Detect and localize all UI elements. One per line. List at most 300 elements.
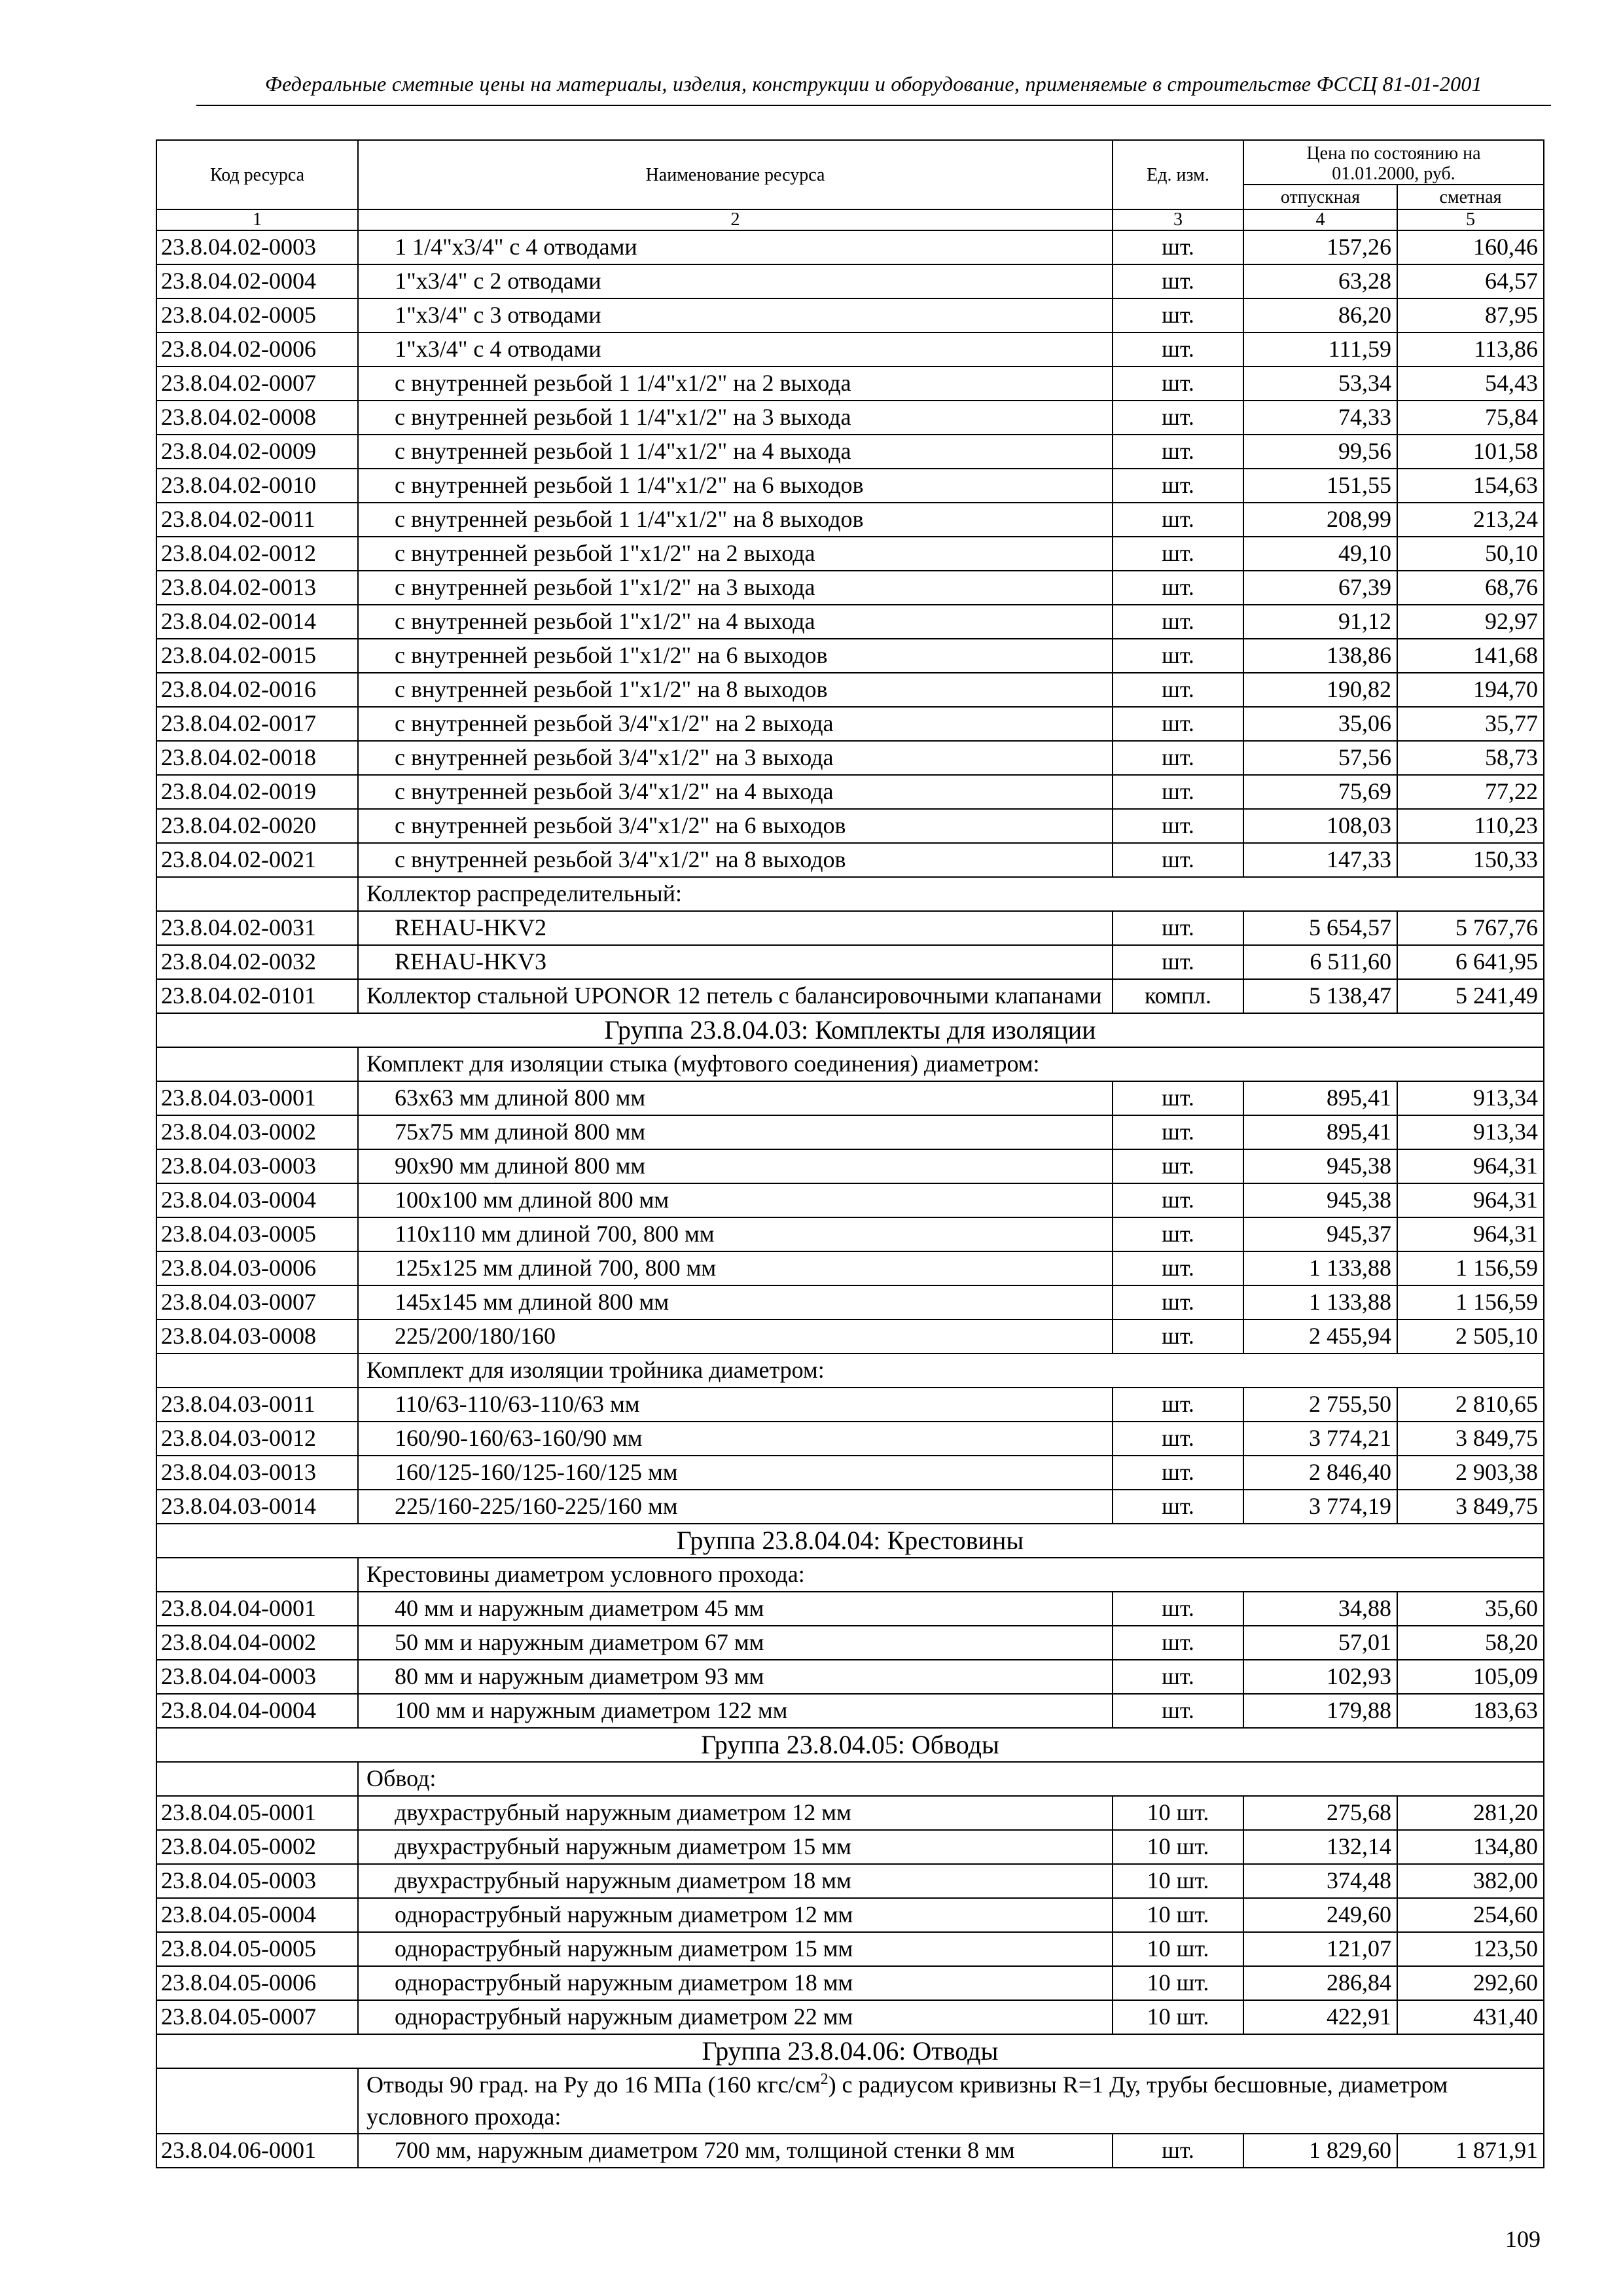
price-estimate: 964,31 xyxy=(1397,1149,1544,1183)
group-heading-row xyxy=(156,1013,1544,1047)
price-estimate: 913,34 xyxy=(1397,1115,1544,1149)
subgroup-caption-row xyxy=(156,1047,1544,1081)
resource-name: 125x125 мм длиной 700, 800 мм xyxy=(358,1251,1113,1285)
price-release: 374,48 xyxy=(1243,1864,1397,1898)
resource-code: 23.8.04.05-0007 xyxy=(156,2000,358,2034)
resource-name: однораструбный наружным диаметром 15 мм xyxy=(358,1932,1113,1966)
empty-cell xyxy=(156,1762,358,1796)
unit-of-measure: шт. xyxy=(1113,1490,1243,1524)
unit-of-measure: шт. xyxy=(1113,707,1243,741)
table-row xyxy=(156,741,1544,775)
table-row xyxy=(156,673,1544,707)
price-release: 945,38 xyxy=(1243,1149,1397,1183)
price-release: 190,82 xyxy=(1243,673,1397,707)
resource-name: с внутренней резьбой 3/4"x1/2" на 3 выхода xyxy=(358,741,1113,775)
resource-code: 23.8.04.02-0017 xyxy=(156,707,358,741)
price-estimate: 964,31 xyxy=(1397,1217,1544,1251)
price-estimate: 1 156,59 xyxy=(1397,1285,1544,1319)
subgroup-caption-row xyxy=(156,1762,1544,1796)
resource-name: с внутренней резьбой 1"x1/2" на 8 выходов xyxy=(358,673,1113,707)
empty-cell xyxy=(156,1354,358,1388)
group-heading: Группа 23.8.04.03: Комплекты для изоляции xyxy=(156,1013,1544,1047)
price-estimate: 213,24 xyxy=(1397,503,1544,537)
running-header: Федеральные сметные цены на материалы, изделия, конструкции и оборудование, применяемые в строительстве ФССЦ 81-01-2001 xyxy=(265,72,1482,96)
price-release: 5 138,47 xyxy=(1243,979,1397,1013)
resource-name: 90x90 мм длиной 800 мм xyxy=(358,1149,1113,1183)
header-rule xyxy=(196,105,1551,106)
price-release: 74,33 xyxy=(1243,401,1397,435)
price-release: 6 511,60 xyxy=(1243,945,1397,979)
resource-code: 23.8.04.03-0001 xyxy=(156,1081,358,1115)
table-row xyxy=(156,1694,1544,1728)
resource-name: двухраструбный наружным диаметром 18 мм xyxy=(358,1864,1113,1898)
caption-text: ) с радиусом кривизны R=1 Ду, трубы бесшовные, диаметром условного прохода: xyxy=(366,2072,1448,2130)
price-release: 1 829,60 xyxy=(1243,2134,1397,2168)
price-release: 67,39 xyxy=(1243,571,1397,605)
table-row xyxy=(156,1626,1544,1660)
price-release: 63,28 xyxy=(1243,264,1397,298)
price-estimate: 123,50 xyxy=(1397,1932,1544,1966)
resource-code: 23.8.04.02-0007 xyxy=(156,367,358,401)
resource-name: с внутренней резьбой 1"x1/2" на 2 выхода xyxy=(358,537,1113,571)
table-row xyxy=(156,911,1544,945)
table-row xyxy=(156,1251,1544,1285)
resource-name: REHAU-HKV2 xyxy=(358,911,1113,945)
resource-name: с внутренней резьбой 1 1/4"x1/2" на 4 выхода xyxy=(358,435,1113,469)
unit-of-measure: шт. xyxy=(1113,367,1243,401)
resource-code: 23.8.04.04-0004 xyxy=(156,1694,358,1728)
price-estimate: 64,57 xyxy=(1397,264,1544,298)
resource-code: 23.8.04.02-0004 xyxy=(156,264,358,298)
resource-name: 1"x3/4" с 2 отводами xyxy=(358,264,1113,298)
resource-name: 40 мм и наружным диаметром 45 мм xyxy=(358,1592,1113,1626)
resource-code: 23.8.04.03-0003 xyxy=(156,1149,358,1183)
price-release: 99,56 xyxy=(1243,435,1397,469)
price-release: 5 654,57 xyxy=(1243,911,1397,945)
price-estimate: 77,22 xyxy=(1397,775,1544,809)
price-release: 91,12 xyxy=(1243,605,1397,639)
group-heading: Группа 23.8.04.05: Обводы xyxy=(156,1728,1544,1762)
price-release: 121,07 xyxy=(1243,1932,1397,1966)
resource-code: 23.8.04.05-0003 xyxy=(156,1864,358,1898)
price-estimate: 35,77 xyxy=(1397,707,1544,741)
price-estimate: 382,00 xyxy=(1397,1864,1544,1898)
table-row xyxy=(156,843,1544,877)
table-row xyxy=(156,979,1544,1013)
resource-name: с внутренней резьбой 1"x1/2" на 4 выхода xyxy=(358,605,1113,639)
resource-code: 23.8.04.06-0001 xyxy=(156,2134,358,2168)
price-release: 35,06 xyxy=(1243,707,1397,741)
resource-name: 225/160-225/160-225/160 мм xyxy=(358,1490,1113,1524)
resource-code: 23.8.04.02-0011 xyxy=(156,503,358,537)
unit-of-measure: шт. xyxy=(1113,571,1243,605)
price-estimate: 431,40 xyxy=(1397,2000,1544,2034)
table-row xyxy=(156,230,1544,264)
resource-code: 23.8.04.02-0010 xyxy=(156,469,358,503)
resource-code: 23.8.04.02-0012 xyxy=(156,537,358,571)
price-estimate: 75,84 xyxy=(1397,401,1544,435)
price-release: 49,10 xyxy=(1243,537,1397,571)
price-estimate: 58,73 xyxy=(1397,741,1544,775)
resource-code: 23.8.04.03-0008 xyxy=(156,1319,358,1354)
group-heading: Группа 23.8.04.06: Отводы xyxy=(156,2034,1544,2068)
resource-code: 23.8.04.02-0006 xyxy=(156,332,358,367)
unit-of-measure: шт. xyxy=(1113,673,1243,707)
table-row xyxy=(156,605,1544,639)
resource-name: с внутренней резьбой 3/4"x1/2" на 2 выхода xyxy=(358,707,1113,741)
unit-of-measure: шт. xyxy=(1113,332,1243,367)
table-row xyxy=(156,1217,1544,1251)
price-estimate: 1 871,91 xyxy=(1397,2134,1544,2168)
resource-name: 110/63-110/63-110/63 мм xyxy=(358,1388,1113,1422)
resource-name: 160/90-160/63-160/90 мм xyxy=(358,1422,1113,1456)
table-row xyxy=(156,367,1544,401)
unit-of-measure: шт. xyxy=(1113,1217,1243,1251)
resource-code: 23.8.04.02-0019 xyxy=(156,775,358,809)
table-row xyxy=(156,264,1544,298)
price-release: 34,88 xyxy=(1243,1592,1397,1626)
resource-code: 23.8.04.02-0021 xyxy=(156,843,358,877)
resource-code: 23.8.04.03-0012 xyxy=(156,1422,358,1456)
col-number: 5 xyxy=(1397,209,1544,230)
price-estimate: 105,09 xyxy=(1397,1660,1544,1694)
resource-code: 23.8.04.05-0005 xyxy=(156,1932,358,1966)
subgroup-caption: Комплект для изоляции стыка (муфтового соединения) диаметром: xyxy=(358,1047,1544,1081)
unit-of-measure: шт. xyxy=(1113,1081,1243,1115)
resource-name: 100x100 мм длиной 800 мм xyxy=(358,1183,1113,1217)
price-release: 157,26 xyxy=(1243,230,1397,264)
price-estimate: 913,34 xyxy=(1397,1081,1544,1115)
col-number: 2 xyxy=(358,209,1113,230)
resource-code: 23.8.04.04-0002 xyxy=(156,1626,358,1660)
resource-name: с внутренней резьбой 1"x1/2" на 3 выхода xyxy=(358,571,1113,605)
unit-of-measure: шт. xyxy=(1113,1149,1243,1183)
subgroup-caption: Коллектор распределительный: xyxy=(358,877,1544,911)
price-release: 895,41 xyxy=(1243,1081,1397,1115)
resource-code: 23.8.04.05-0002 xyxy=(156,1830,358,1864)
subgroup-caption xyxy=(358,2068,1544,2134)
table-row xyxy=(156,1115,1544,1149)
unit-of-measure: шт. xyxy=(1113,1285,1243,1319)
price-estimate: 150,33 xyxy=(1397,843,1544,877)
resource-name: 145x145 мм длиной 800 мм xyxy=(358,1285,1113,1319)
resource-name: однораструбный наружным диаметром 22 мм xyxy=(358,2000,1113,2034)
resource-name: с внутренней резьбой 1 1/4"x1/2" на 3 выхода xyxy=(358,401,1113,435)
table-row xyxy=(156,1966,1544,2000)
price-release: 57,56 xyxy=(1243,741,1397,775)
price-release: 111,59 xyxy=(1243,332,1397,367)
unit-of-measure: компл. xyxy=(1113,979,1243,1013)
table-row xyxy=(156,503,1544,537)
resource-code: 23.8.04.05-0004 xyxy=(156,1898,358,1932)
unit-of-measure: 10 шт. xyxy=(1113,2000,1243,2034)
unit-of-measure: 10 шт. xyxy=(1113,1966,1243,2000)
table-row xyxy=(156,1081,1544,1115)
resource-name: двухраструбный наружным диаметром 15 мм xyxy=(358,1830,1113,1864)
price-estimate: 101,58 xyxy=(1397,435,1544,469)
resource-code: 23.8.04.02-0009 xyxy=(156,435,358,469)
unit-of-measure: шт. xyxy=(1113,503,1243,537)
group-heading: Группа 23.8.04.04: Крестовины xyxy=(156,1524,1544,1558)
price-estimate: 50,10 xyxy=(1397,537,1544,571)
price-estimate: 35,60 xyxy=(1397,1592,1544,1626)
unit-of-measure: шт. xyxy=(1113,298,1243,332)
resource-name: 100 мм и наружным диаметром 122 мм xyxy=(358,1694,1113,1728)
resource-name: с внутренней резьбой 3/4"x1/2" на 8 выходов xyxy=(358,843,1113,877)
unit-of-measure: шт. xyxy=(1113,605,1243,639)
unit-of-measure: шт. xyxy=(1113,843,1243,877)
price-estimate: 1 156,59 xyxy=(1397,1251,1544,1285)
table-row xyxy=(156,1864,1544,1898)
subgroup-caption: Комплект для изоляции тройника диаметром: xyxy=(358,1354,1544,1388)
price-estimate: 68,76 xyxy=(1397,571,1544,605)
resource-code: 23.8.04.03-0005 xyxy=(156,1217,358,1251)
col-header-price: Цена по состоянию на 01.01.2000, руб. xyxy=(1243,140,1544,185)
price-release: 75,69 xyxy=(1243,775,1397,809)
resource-code: 23.8.04.02-0101 xyxy=(156,979,358,1013)
price-estimate: 134,80 xyxy=(1397,1830,1544,1864)
table-row xyxy=(156,2000,1544,2034)
unit-of-measure: шт. xyxy=(1113,1319,1243,1354)
resource-code: 23.8.04.03-0011 xyxy=(156,1388,358,1422)
price-estimate: 154,63 xyxy=(1397,469,1544,503)
unit-of-measure: шт. xyxy=(1113,775,1243,809)
col-header-unit: Ед. изм. xyxy=(1113,140,1243,209)
unit-of-measure: шт. xyxy=(1113,2134,1243,2168)
price-release: 138,86 xyxy=(1243,639,1397,673)
resource-name: 1"x3/4" с 4 отводами xyxy=(358,332,1113,367)
unit-of-measure: шт. xyxy=(1113,1456,1243,1490)
unit-of-measure: шт. xyxy=(1113,401,1243,435)
table-row xyxy=(156,1932,1544,1966)
unit-of-measure: шт. xyxy=(1113,1592,1243,1626)
unit-of-measure: шт. xyxy=(1113,537,1243,571)
price-estimate: 110,23 xyxy=(1397,809,1544,843)
price-release: 945,38 xyxy=(1243,1183,1397,1217)
col-number: 3 xyxy=(1113,209,1243,230)
price-estimate: 5 241,49 xyxy=(1397,979,1544,1013)
price-release: 945,37 xyxy=(1243,1217,1397,1251)
price-release: 147,33 xyxy=(1243,843,1397,877)
table-row xyxy=(156,332,1544,367)
table-row xyxy=(156,1592,1544,1626)
resource-code: 23.8.04.04-0001 xyxy=(156,1592,358,1626)
table-row xyxy=(156,775,1544,809)
price-release: 286,84 xyxy=(1243,1966,1397,2000)
table-row xyxy=(156,1422,1544,1456)
resource-name: с внутренней резьбой 3/4"x1/2" на 4 выхода xyxy=(358,775,1113,809)
resource-code: 23.8.04.02-0031 xyxy=(156,911,358,945)
price-estimate: 964,31 xyxy=(1397,1183,1544,1217)
table-row xyxy=(156,1319,1544,1354)
price-estimate: 5 767,76 xyxy=(1397,911,1544,945)
price-estimate: 281,20 xyxy=(1397,1796,1544,1830)
price-table xyxy=(156,139,1544,2168)
unit-of-measure: шт. xyxy=(1113,1422,1243,1456)
price-estimate: 3 849,75 xyxy=(1397,1490,1544,1524)
resource-code: 23.8.04.03-0004 xyxy=(156,1183,358,1217)
resource-code: 23.8.04.05-0006 xyxy=(156,1966,358,2000)
empty-cell xyxy=(156,1558,358,1592)
subgroup-caption: Обвод: xyxy=(358,1762,1544,1796)
price-estimate: 2 505,10 xyxy=(1397,1319,1544,1354)
table-row xyxy=(156,707,1544,741)
price-release: 1 133,88 xyxy=(1243,1285,1397,1319)
col-header-name: Наименование ресурса xyxy=(358,140,1113,209)
resource-code: 23.8.04.04-0003 xyxy=(156,1660,358,1694)
price-estimate: 160,46 xyxy=(1397,230,1544,264)
resource-name: с внутренней резьбой 1 1/4"x1/2" на 8 выходов xyxy=(358,503,1113,537)
price-estimate: 292,60 xyxy=(1397,1966,1544,2000)
resource-name: 63x63 мм длиной 800 мм xyxy=(358,1081,1113,1115)
table-row xyxy=(156,571,1544,605)
table-row xyxy=(156,1490,1544,1524)
resource-name: 160/125-160/125-160/125 мм xyxy=(358,1456,1113,1490)
table-row xyxy=(156,401,1544,435)
caption-text: Отводы 90 град. на Ру до 16 МПа (160 кгс/см xyxy=(366,2072,821,2098)
col-number: 4 xyxy=(1243,209,1397,230)
table-row xyxy=(156,1796,1544,1830)
resource-name: 1"x3/4" с 3 отводами xyxy=(358,298,1113,332)
resource-name: однораструбный наружным диаметром 18 мм xyxy=(358,1966,1113,2000)
table-row xyxy=(156,469,1544,503)
resource-code: 23.8.04.03-0007 xyxy=(156,1285,358,1319)
price-estimate: 92,97 xyxy=(1397,605,1544,639)
empty-cell xyxy=(156,2068,358,2134)
group-heading-row xyxy=(156,1524,1544,1558)
price-estimate: 183,63 xyxy=(1397,1694,1544,1728)
resource-code: 23.8.04.02-0008 xyxy=(156,401,358,435)
unit-of-measure: шт. xyxy=(1113,1694,1243,1728)
price-estimate: 3 849,75 xyxy=(1397,1422,1544,1456)
price-estimate: 58,20 xyxy=(1397,1626,1544,1660)
table-row xyxy=(156,2134,1544,2168)
unit-of-measure: шт. xyxy=(1113,469,1243,503)
price-release: 208,99 xyxy=(1243,503,1397,537)
resource-name: 1 1/4"x3/4" с 4 отводами xyxy=(358,230,1113,264)
unit-of-measure: шт. xyxy=(1113,741,1243,775)
table-row xyxy=(156,1388,1544,1422)
table-row xyxy=(156,1898,1544,1932)
price-release: 3 774,19 xyxy=(1243,1490,1397,1524)
price-estimate: 141,68 xyxy=(1397,639,1544,673)
unit-of-measure: шт. xyxy=(1113,809,1243,843)
resource-name: с внутренней резьбой 1 1/4"x1/2" на 6 выходов xyxy=(358,469,1113,503)
price-release: 895,41 xyxy=(1243,1115,1397,1149)
resource-code: 23.8.04.05-0001 xyxy=(156,1796,358,1830)
unit-of-measure: 10 шт. xyxy=(1113,1898,1243,1932)
col-header-code: Код ресурса xyxy=(156,140,358,209)
price-release: 3 774,21 xyxy=(1243,1422,1397,1456)
resource-name: 110x110 мм длиной 700, 800 мм xyxy=(358,1217,1113,1251)
group-heading-row xyxy=(156,2034,1544,2068)
unit-of-measure: 10 шт. xyxy=(1113,1864,1243,1898)
col-header-price-estimate: сметная xyxy=(1397,185,1544,209)
table-row xyxy=(156,435,1544,469)
caption-superscript: 2 xyxy=(820,2071,829,2088)
price-release: 132,14 xyxy=(1243,1830,1397,1864)
price-release: 2 755,50 xyxy=(1243,1388,1397,1422)
subgroup-caption-row xyxy=(156,2068,1544,2134)
price-estimate: 194,70 xyxy=(1397,673,1544,707)
table-row xyxy=(156,1149,1544,1183)
table-row xyxy=(156,1830,1544,1864)
resource-code: 23.8.04.02-0016 xyxy=(156,673,358,707)
price-release: 249,60 xyxy=(1243,1898,1397,1932)
resource-name: 225/200/180/160 xyxy=(358,1319,1113,1354)
resource-code: 23.8.04.02-0032 xyxy=(156,945,358,979)
unit-of-measure: шт. xyxy=(1113,264,1243,298)
unit-of-measure: шт. xyxy=(1113,1115,1243,1149)
price-release: 151,55 xyxy=(1243,469,1397,503)
unit-of-measure: 10 шт. xyxy=(1113,1796,1243,1830)
resource-code: 23.8.04.03-0014 xyxy=(156,1490,358,1524)
subgroup-caption-row xyxy=(156,877,1544,911)
resource-name: 75x75 мм длиной 800 мм xyxy=(358,1115,1113,1149)
resource-name: 50 мм и наружным диаметром 67 мм xyxy=(358,1626,1113,1660)
price-release: 422,91 xyxy=(1243,2000,1397,2034)
col-header-price-release: отпускная xyxy=(1243,185,1397,209)
unit-of-measure: 10 шт. xyxy=(1113,1830,1243,1864)
unit-of-measure: шт. xyxy=(1113,1251,1243,1285)
resource-code: 23.8.04.02-0005 xyxy=(156,298,358,332)
price-release: 86,20 xyxy=(1243,298,1397,332)
empty-cell xyxy=(156,1047,358,1081)
resource-code: 23.8.04.02-0018 xyxy=(156,741,358,775)
table-row xyxy=(156,1183,1544,1217)
price-estimate: 2 810,65 xyxy=(1397,1388,1544,1422)
table-row xyxy=(156,809,1544,843)
resource-name: с внутренней резьбой 1"x1/2" на 6 выходов xyxy=(358,639,1113,673)
price-estimate: 87,95 xyxy=(1397,298,1544,332)
price-release: 2 846,40 xyxy=(1243,1456,1397,1490)
table-row xyxy=(156,1660,1544,1694)
resource-name: с внутренней резьбой 3/4"x1/2" на 6 выходов xyxy=(358,809,1113,843)
subgroup-caption-row xyxy=(156,1558,1544,1592)
unit-of-measure: шт. xyxy=(1113,230,1243,264)
resource-name: REHAU-HKV3 xyxy=(358,945,1113,979)
resource-name: двухраструбный наружным диаметром 12 мм xyxy=(358,1796,1113,1830)
unit-of-measure: шт. xyxy=(1113,1183,1243,1217)
resource-name: 80 мм и наружным диаметром 93 мм xyxy=(358,1660,1113,1694)
table-body xyxy=(156,230,1544,2168)
price-estimate: 54,43 xyxy=(1397,367,1544,401)
unit-of-measure: шт. xyxy=(1113,911,1243,945)
price-estimate: 2 903,38 xyxy=(1397,1456,1544,1490)
resource-name: с внутренней резьбой 1 1/4"x1/2" на 2 выхода xyxy=(358,367,1113,401)
resource-code: 23.8.04.02-0003 xyxy=(156,230,358,264)
unit-of-measure: шт. xyxy=(1113,945,1243,979)
subgroup-caption-row xyxy=(156,1354,1544,1388)
page-number: 109 xyxy=(1505,2226,1541,2252)
resource-name: Коллектор стальной UPONOR 12 петель с балансировочными клапанами xyxy=(358,979,1113,1013)
table-row xyxy=(156,945,1544,979)
unit-of-measure: шт. xyxy=(1113,1660,1243,1694)
table-row xyxy=(156,1456,1544,1490)
price-release: 102,93 xyxy=(1243,1660,1397,1694)
price-estimate: 254,60 xyxy=(1397,1898,1544,1932)
unit-of-measure: шт. xyxy=(1113,1388,1243,1422)
price-estimate: 6 641,95 xyxy=(1397,945,1544,979)
group-heading-row xyxy=(156,1728,1544,1762)
price-release: 57,01 xyxy=(1243,1626,1397,1660)
subgroup-caption: Крестовины диаметром условного прохода: xyxy=(358,1558,1544,1592)
price-release: 2 455,94 xyxy=(1243,1319,1397,1354)
price-release: 179,88 xyxy=(1243,1694,1397,1728)
price-release: 275,68 xyxy=(1243,1796,1397,1830)
table-row xyxy=(156,537,1544,571)
table-row xyxy=(156,639,1544,673)
